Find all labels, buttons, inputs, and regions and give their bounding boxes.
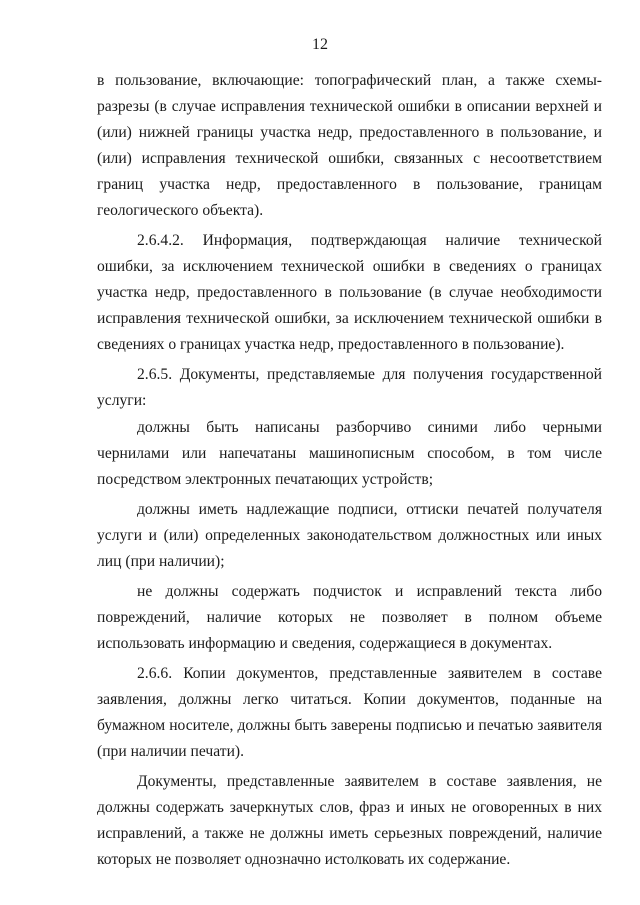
paragraph-2-6-4-2: 2.6.4.2. Информация, подтверждающая наличие технической ошибки, за исключением технической ошибки в сведениях о границах участка недр, предоставленного в пользование (в случае необходимости исправления технической ошибки, за исключением технической ошибки в сведениях о границах участка недр, предоставленного в пользование). — [97, 232, 602, 353]
paragraph-2-6-6: 2.6.6. Копии документов, представленные заявителем в составе заявления, должны легко читаться. Копии документов, поданные на бумажном носителе, должны быть заверены подписью и печатью заявителя (при наличии печати). — [97, 665, 602, 760]
paragraph-no-strikethrough-requirement: Документы, представленные заявителем в составе заявления, не должны содержать зачеркнутых слов, фраз и иных не оговоренных в них исправлений, а также не должны иметь серьезных повреждений, наличие которых не позволяет однозначно истолковать их содержание. — [97, 773, 602, 868]
page-number: 12 — [312, 36, 328, 53]
paragraph-legibility-requirement: должны быть написаны разборчиво синими либо черными чернилами или напечатаны машинописным способом, в том числе посредством электронных печатающих устройств; — [97, 419, 602, 488]
paragraph-topographic-plan: в пользование, включающие: топографический план, а также схемы-разрезы (в случае исправления технической ошибки в описании верхней и (или) нижней границы участка недр, предоставленного в пользование, и (или) исправления технической ошибки, связанных с несоответствием границ участка недр, предоставленного в пользование, границам геологического объекта). — [97, 72, 602, 219]
paragraph-2-6-5: 2.6.5. Документы, представляемые для получения государственной услуги: — [97, 366, 602, 409]
paragraph-signature-requirement: должны иметь надлежащие подписи, оттиски печатей получателя услуги и (или) определенных законодательством должностных или иных лиц (при наличии); — [97, 501, 602, 570]
paragraph-no-corrections-requirement: не должны содержать подчисток и исправлений текста либо повреждений, наличие которых не позволяет в полном объеме использовать информацию и сведения, содержащиеся в документах. — [97, 583, 602, 652]
document-body — [97, 68, 602, 877]
